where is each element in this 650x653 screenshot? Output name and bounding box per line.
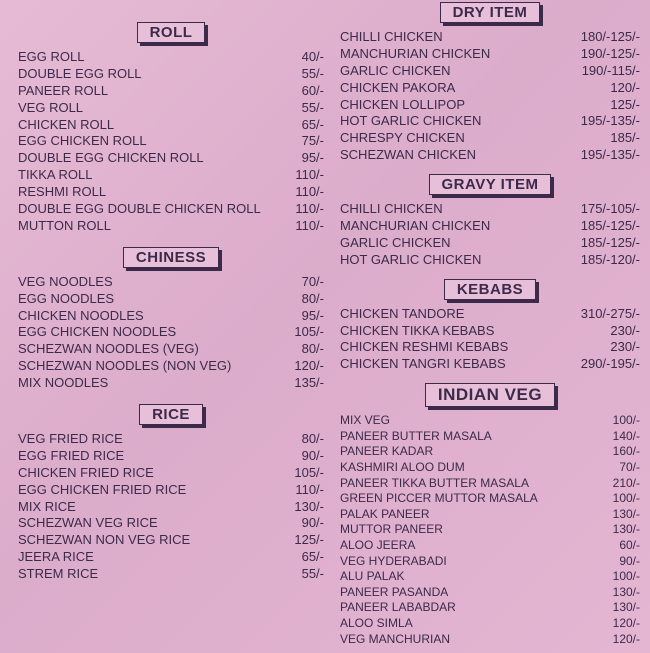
menu-item-price: 55/- [301, 566, 324, 582]
menu-item-name: CHRESPY CHICKEN [340, 130, 465, 146]
menu-item [18, 291, 324, 308]
section-header-wrap [340, 2, 640, 23]
menu-item-list [18, 431, 324, 583]
menu-item-price: 180/-125/- [580, 29, 640, 44]
section-gravy-item [340, 174, 640, 269]
menu-item-name: EGG CHICKEN FRIED RICE [18, 481, 187, 497]
menu-item [18, 358, 324, 375]
menu-item [340, 429, 640, 445]
menu-item-price: 185/- [610, 130, 640, 146]
section-title: RICE [139, 404, 203, 425]
section-title: DRY ITEM [440, 2, 541, 23]
menu-item-name: VEG ROLL [18, 99, 84, 115]
menu-item-price: 110/- [295, 184, 324, 200]
section-header-wrap [340, 383, 640, 407]
menu-item [340, 356, 640, 373]
menu-item-name: ALOO JEERA [340, 538, 416, 552]
menu-item [340, 600, 640, 616]
menu-item [18, 133, 324, 150]
menu-item [340, 507, 640, 523]
menu-item-name: CHICKEN TANGRI KEBABS [340, 356, 506, 372]
menu-item-name: MANCHURIAN CHICKEN [340, 45, 491, 61]
menu-item-price: 230/- [610, 339, 640, 355]
menu-item [18, 150, 324, 167]
menu-item [340, 97, 640, 114]
menu-item-price: 80/- [301, 431, 324, 447]
menu-item-price: 130/- [612, 584, 640, 599]
menu-item [340, 413, 640, 429]
menu-item-name: CHICKEN RESHMI KEBABS [340, 339, 509, 355]
menu-item-name: CHILLI CHICKEN [340, 201, 443, 217]
menu-item-price: 65/- [301, 549, 324, 565]
menu-item-name: CHILLI CHICKEN [340, 29, 443, 44]
menu-item-price: 95/- [301, 150, 324, 166]
menu-item-name: MANCHURIAN CHICKEN [340, 218, 491, 234]
menu-item-name: PANEER LABABDAR [340, 600, 456, 615]
left-column [18, 22, 324, 583]
menu-item [340, 201, 640, 218]
menu-item-price: 90/- [619, 553, 640, 568]
menu-item-list [340, 306, 640, 374]
menu-item-price: 130/- [612, 600, 640, 615]
menu-item-price: 125/- [610, 96, 640, 112]
menu-item [340, 339, 640, 356]
menu-item-price: 190/-125/- [580, 45, 640, 61]
menu-item [340, 585, 640, 601]
menu-item [340, 147, 640, 164]
menu-item [18, 375, 324, 392]
menu-item [18, 308, 324, 325]
menu-item-price: 185/-125/- [580, 234, 640, 250]
menu-item [340, 476, 640, 492]
menu-item-name: EGG FRIED RICE [18, 447, 125, 463]
menu-item [340, 569, 640, 585]
menu-item-price: 105/- [294, 464, 324, 480]
menu-item-list [340, 413, 640, 647]
menu-item [340, 522, 640, 538]
menu-item-name: CHICKEN FRIED RICE [18, 464, 154, 480]
menu-item-price: 80/- [301, 341, 324, 357]
menu-item-price: 140/- [612, 428, 640, 443]
menu-item-name: TIKKA ROLL [18, 167, 93, 183]
right-column [340, 2, 640, 647]
menu-item-name: CHICKEN LOLLIPOP [340, 96, 465, 112]
menu-item-price: 70/- [301, 273, 324, 289]
menu-item-price: 95/- [301, 307, 324, 323]
menu-item [18, 341, 324, 358]
menu-item-price: 210/- [612, 475, 640, 490]
menu-item-price: 110/- [295, 217, 324, 233]
menu-item-price: 120/- [612, 631, 640, 646]
menu-item-name: SCHEZWAN CHICKEN [340, 147, 477, 163]
menu-item [18, 100, 324, 117]
section-title: CHINESS [123, 247, 219, 268]
menu-item [340, 252, 640, 269]
menu-item-list [340, 29, 640, 164]
menu-item-price: 100/- [612, 491, 640, 506]
menu-item-name: KASHMIRI ALOO DUM [340, 460, 465, 475]
menu-item-price: 135/- [294, 375, 324, 391]
menu-item [340, 306, 640, 323]
menu-item-name: MIX VEG [340, 413, 391, 428]
menu-item [18, 431, 324, 448]
menu-item-name: CHICKEN TANDORE [340, 305, 465, 321]
menu-item [18, 274, 324, 291]
section-header-wrap [340, 279, 640, 300]
section-kebabs [340, 279, 640, 374]
section-rice [18, 404, 324, 583]
menu-item-price: 90/- [301, 515, 324, 531]
menu-item-name: GARLIC CHICKEN [340, 62, 451, 78]
menu-item-name: HOT GARLIC CHICKEN [340, 113, 482, 129]
menu-item-price: 125/- [294, 532, 324, 548]
menu-item-price: 120/- [612, 615, 640, 630]
menu-item [18, 566, 324, 583]
menu-item-price: 110/- [295, 481, 324, 497]
menu-item-name: MIX NOODLES [18, 375, 109, 391]
menu-item-name: SCHEZWAN NOODLES (VEG) [18, 341, 199, 357]
menu-item-name: PALAK PANEER [340, 506, 430, 521]
menu-item-name: SCHEZWAN VEG RICE [18, 515, 158, 531]
menu-item-name: CHICKEN TIKKA KEBABS [340, 322, 495, 338]
section-title: GRAVY ITEM [429, 174, 552, 195]
menu-item [340, 538, 640, 554]
menu-item-name: PANEER BUTTER MASALA [340, 428, 492, 443]
menu-item-name: VEG HYDERABADI [340, 553, 447, 568]
menu-item-name: VEG NOODLES [18, 273, 113, 289]
menu-item [340, 616, 640, 632]
menu-item-price: 40/- [301, 49, 324, 64]
menu-item-name: EGG NOODLES [18, 290, 115, 306]
menu-item [340, 491, 640, 507]
menu-item-price: 175/-105/- [580, 201, 640, 217]
menu-item [340, 80, 640, 97]
menu-item [340, 235, 640, 252]
section-header-wrap [18, 247, 324, 268]
menu-item-name: HOT GARLIC CHICKEN [340, 251, 482, 267]
menu-item-price: 100/- [612, 413, 640, 428]
menu-item-price: 110/- [295, 167, 324, 183]
menu-item-name: PANEER TIKKA BUTTER MASALA [340, 475, 529, 490]
menu-item [340, 63, 640, 80]
menu-item [340, 29, 640, 46]
menu-item-price: 185/-125/- [580, 218, 640, 234]
menu-item-price: 65/- [301, 116, 324, 132]
section-indian-veg [340, 383, 640, 647]
menu-item-price: 310/-275/- [580, 305, 640, 321]
section-chiness [18, 247, 324, 392]
menu-item [18, 167, 324, 184]
menu-item-price: 55/- [301, 99, 324, 115]
menu-item-price: 80/- [301, 290, 324, 306]
menu-item-price: 70/- [619, 460, 640, 475]
menu-item-name: MIX RICE [18, 498, 76, 514]
menu-item [340, 113, 640, 130]
menu-item-price: 55/- [301, 65, 324, 81]
menu-item [18, 117, 324, 134]
menu-item-name: MUTTON ROLL [18, 217, 111, 233]
menu-item [340, 632, 640, 648]
menu-item-price: 60/- [301, 82, 324, 98]
menu-item-name: EGG CHICKEN ROLL [18, 133, 147, 149]
menu-item [18, 448, 324, 465]
menu-item [340, 444, 640, 460]
menu-item-name: VEG MANCHURIAN [340, 631, 451, 646]
menu-item [18, 83, 324, 100]
menu-item-price: 190/-115/- [581, 62, 640, 78]
menu-item-name: SCHEZWAN NON VEG RICE [18, 532, 191, 548]
menu-item-name: SCHEZWAN NOODLES (NON VEG) [18, 358, 232, 374]
menu-item-name: RESHMI ROLL [18, 184, 107, 200]
section-header-wrap [340, 174, 640, 195]
menu-item-price: 185/-120/- [580, 251, 640, 267]
menu-item-price: 60/- [619, 538, 640, 552]
menu-item-price: 90/- [301, 447, 324, 463]
menu-item-name: DOUBLE EGG ROLL [18, 65, 142, 81]
menu-item [340, 323, 640, 340]
menu-item [18, 532, 324, 549]
menu-item-name: ALU PALAK [340, 569, 405, 584]
menu-item-name: EGG CHICKEN NOODLES [18, 324, 177, 340]
menu-item-name: CHICKEN PAKORA [340, 79, 456, 95]
section-header-wrap [18, 404, 324, 425]
menu-item [340, 554, 640, 570]
section-dry-item [340, 2, 640, 164]
menu-item-price: 195/-135/- [580, 147, 640, 163]
menu-item [18, 515, 324, 532]
menu-item-list [340, 201, 640, 269]
menu-item-price: 130/- [612, 522, 640, 537]
section-title: KEBABS [444, 279, 536, 300]
menu-item-name: CHICKEN NOODLES [18, 307, 144, 323]
menu-item-name: MUTTOR PANEER [340, 522, 443, 537]
menu-item [18, 184, 324, 201]
menu-item-name: JEERA RICE [18, 549, 94, 565]
menu-item [340, 460, 640, 476]
section-header-wrap [18, 22, 324, 43]
menu-item [340, 46, 640, 63]
menu-item-name: CHICKEN ROLL [18, 116, 115, 132]
menu-item [18, 49, 324, 66]
menu-item-list [18, 49, 324, 235]
menu-item-price: 195/-135/- [580, 113, 640, 129]
menu-item-price: 120/- [610, 79, 640, 95]
menu-item [18, 549, 324, 566]
menu-item-price: 110/- [295, 201, 324, 217]
menu-item [18, 465, 324, 482]
menu-item-name: GARLIC CHICKEN [340, 234, 451, 250]
menu-item-price: 230/- [610, 322, 640, 338]
menu-item-name: VEG FRIED RICE [18, 431, 123, 447]
menu-item-name: DOUBLE EGG DOUBLE CHICKEN ROLL [18, 201, 261, 217]
menu-item-price: 105/- [294, 324, 324, 340]
menu-item [18, 218, 324, 235]
menu-item-price: 160/- [612, 444, 640, 459]
menu-item-name: ALOO SIMLA [340, 615, 413, 630]
menu-item-name: GREEN PICCER MUTTOR MASALA [340, 491, 538, 506]
menu-item [18, 499, 324, 516]
menu-item-list [18, 274, 324, 392]
menu-item-name: PANEER ROLL [18, 82, 109, 98]
menu-item-name: PANEER PASANDA [340, 584, 449, 599]
menu-item-name: PANEER KADAR [340, 444, 434, 459]
menu-item-price: 130/- [294, 498, 324, 514]
menu-item-price: 100/- [612, 569, 640, 584]
menu-item-name: DOUBLE EGG CHICKEN ROLL [18, 150, 204, 166]
menu-item [18, 66, 324, 83]
menu-item-price: 290/-195/- [580, 356, 640, 372]
section-roll [18, 22, 324, 235]
menu-item-price: 120/- [294, 358, 324, 374]
menu-item [18, 324, 324, 341]
menu-item-price: 75/- [301, 133, 324, 149]
menu-item [18, 482, 324, 499]
menu-item [18, 201, 324, 218]
menu-item-price: 130/- [612, 506, 640, 521]
menu-item-name: STREM RICE [18, 566, 99, 582]
menu-item [340, 218, 640, 235]
menu-item [340, 130, 640, 147]
menu-item-name: EGG ROLL [18, 49, 85, 64]
section-title: INDIAN VEG [425, 383, 555, 407]
section-title: ROLL [137, 22, 206, 43]
